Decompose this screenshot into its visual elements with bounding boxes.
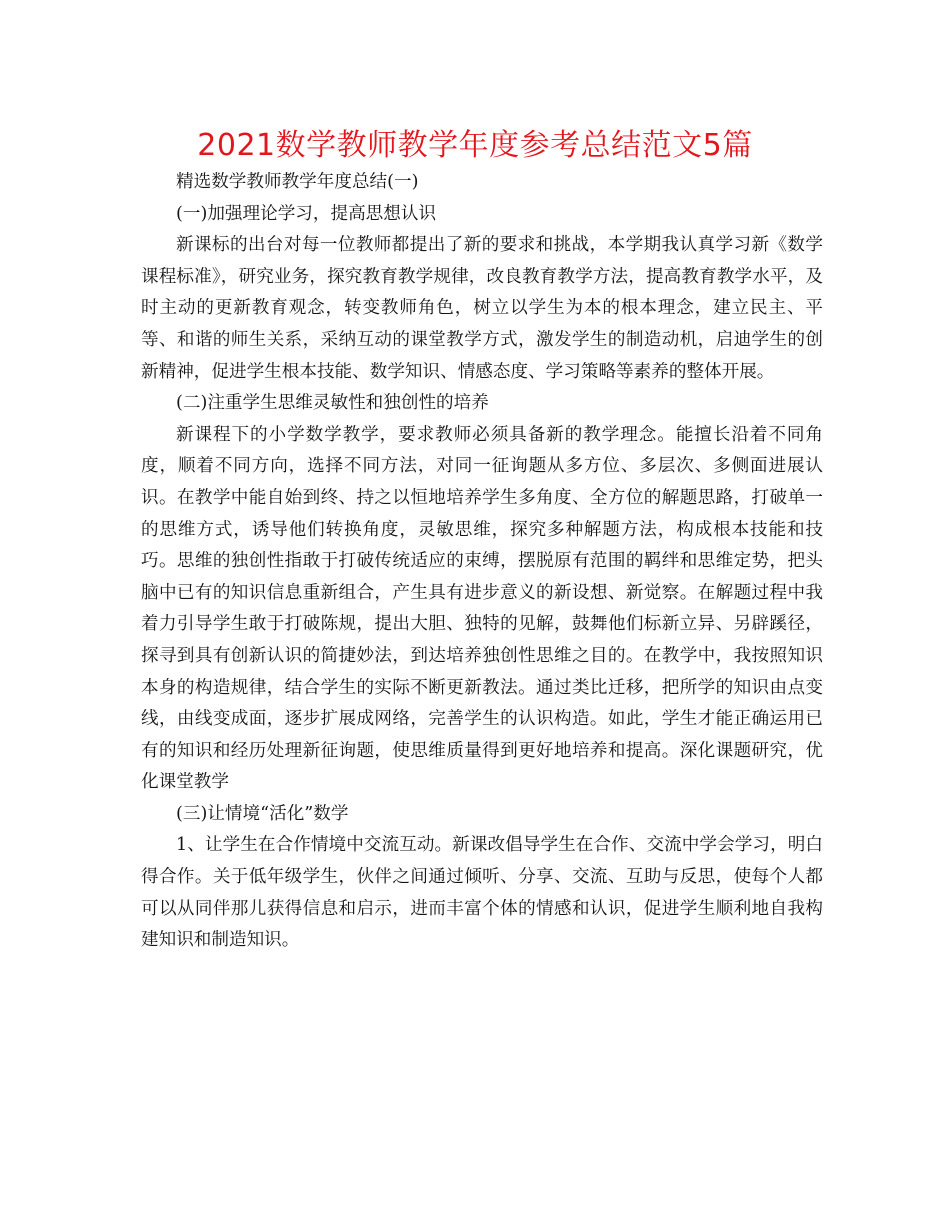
body-paragraph-1: 新课标的出台对每一位教师都提出了新的要求和挑战，本学期我认真学习新《数学课程标准》，研究业务，探究教育教学规律，改良教育教学方法，提高教育教学水平，及时主动的更新教育观念，转变教师角色，树立以学生为本的根本理念，建立民主、平等、和谐的师生关系，采纳互动的课堂教学方式，激发学生的制造动机，启迪学生的创新精神，促进学生根本技能、数学知识、情感态度、学习策略等素养的整体开展。 [141,235,823,382]
section-title: 精选数学教师教学年度总结(一) [176,172,419,192]
subsection-heading-1: (一)加强理论学习，提高思想认识 [176,203,437,224]
document-title: 2021数学教师教学年度参考总结范文5篇 [197,128,753,163]
body-paragraph-3: 1、让学生在合作情境中交流互动。新课改倡导学生在合作、交流中学会学习，明白得合作。关于低年级学生，伙伴之间通过倾听、分享、交流、互助与反思，使每个人都可以从同伴那儿获得信息和启示，进而丰富个体的情感和认识，促进学生顺利地自我构建知识和制造知识。 [141,835,823,951]
document-body [141,167,823,957]
subsection-heading-3: (三)让情境“活化”数学 [176,803,349,824]
subsection-heading-2: (二)注重学生思维灵敏性和独创性的培养 [176,393,489,414]
body-paragraph-2: 新课程下的小学数学教学，要求教师必须具备新的教学理念。能擅长沿着不同角度，顺着不同方向，选择不同方法，对同一征询题从多方位、多层次、多侧面进展认识。在教学中能自始到终、持之以恒地培养学生多角度、全方位的解题思路，打破单一的思维方式，诱导他们转换角度，灵敏思维，探究多种解题方法，构成根本技能和技巧。思维的独创性指敢于打破传统适应的束缚，摆脱原有范围的羁绊和思维定势，把头脑中已有的知识信息重新组合，产生具有进步意义的新设想、新觉察。在解题过程中我着力引导学生敢于打破陈规，提出大胆、独特的见解，鼓舞他们标新立异、另辟蹊径，探寻到具有创新认识的简捷妙法，到达培养独创性思维之目的。在教学中，我按照知识本身的构造规律，结合学生的实际不断更新教法。通过类比迁移，把所学的知识由点变线，由线变成面，逐步扩展成网络，完善学生的认识构造。如此，学生才能正确运用已有的知识和经历处理新征询题，使思维质量得到更好地培养和提高。深化课题研究，优化课堂教学 [141,424,823,793]
